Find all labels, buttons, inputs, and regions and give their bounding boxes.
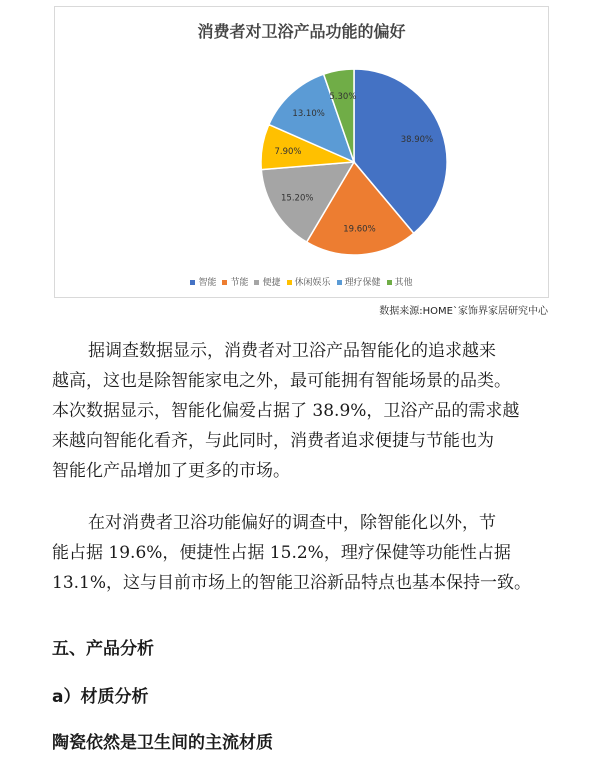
chart-legend	[55, 275, 548, 288]
paragraph-line: 本次数据显示，智能化偏爱占据了 38.9%，卫浴产品的需求越	[52, 401, 520, 421]
pie-data-label: 13.10%	[292, 108, 325, 119]
legend-item-其他	[387, 275, 413, 288]
data-source-note: 数据来源:HOME`家饰界家居研究中心	[379, 306, 548, 317]
pie-data-label: 5.30%	[329, 91, 357, 102]
legend-item-智能	[190, 275, 216, 288]
legend-swatch	[190, 280, 195, 285]
pie-data-label: 15.20%	[281, 193, 314, 204]
legend-item-理疗保健	[337, 275, 381, 288]
pie-chart	[55, 7, 548, 267]
legend-swatch	[287, 280, 292, 285]
legend-label: 节能	[230, 278, 249, 288]
chart-title: 消费者对卫浴产品功能的偏好	[197, 22, 406, 41]
legend-item-休闲娱乐	[287, 275, 331, 288]
paragraph-line: 越高，这也是除智能家电之外，最可能拥有智能场景的品类。	[52, 371, 511, 391]
pie-data-label: 19.60%	[343, 224, 376, 235]
pie-data-label: 7.90%	[274, 146, 302, 157]
paragraph-line: 智能化产品增加了更多的市场。	[52, 461, 290, 481]
paragraph-line: 13.1%，这与目前市场上的智能卫浴新品特点也基本保持一致。	[52, 573, 532, 593]
paragraph-line: 来越向智能化看齐，与此同时，消费者追求便捷与节能也为	[52, 431, 494, 451]
paragraph-survey-intro	[52, 336, 592, 486]
paragraph-preference-detail	[52, 508, 592, 598]
legend-label: 理疗保健	[344, 278, 381, 288]
legend-swatch	[387, 280, 392, 285]
legend-label: 其他	[394, 278, 413, 288]
legend-label: 休闲娱乐	[294, 278, 331, 288]
legend-label: 便捷	[262, 278, 281, 288]
bold-heading: 陶瓷依然是卫生间的主流材质	[52, 733, 273, 753]
paragraph-line: 在对消费者卫浴功能偏好的调查中，除智能化以外，节	[88, 513, 496, 533]
chart-container	[54, 6, 549, 298]
legend-item-便捷	[254, 275, 280, 288]
legend-swatch	[254, 280, 259, 285]
paragraph-line: 据调查数据显示，消费者对卫浴产品智能化的追求越来	[88, 341, 496, 361]
section-heading: 五、产品分析	[52, 639, 154, 659]
legend-item-节能	[222, 275, 248, 288]
paragraph-line: 能占据 19.6%，便捷性占据 15.2%，理疗保健等功能性占据	[52, 543, 511, 563]
legend-swatch	[337, 280, 342, 285]
legend-swatch	[222, 280, 227, 285]
pie-data-label: 38.90%	[400, 135, 434, 146]
subsection-heading: a）材质分析	[52, 687, 149, 707]
legend-label: 智能	[198, 278, 217, 288]
